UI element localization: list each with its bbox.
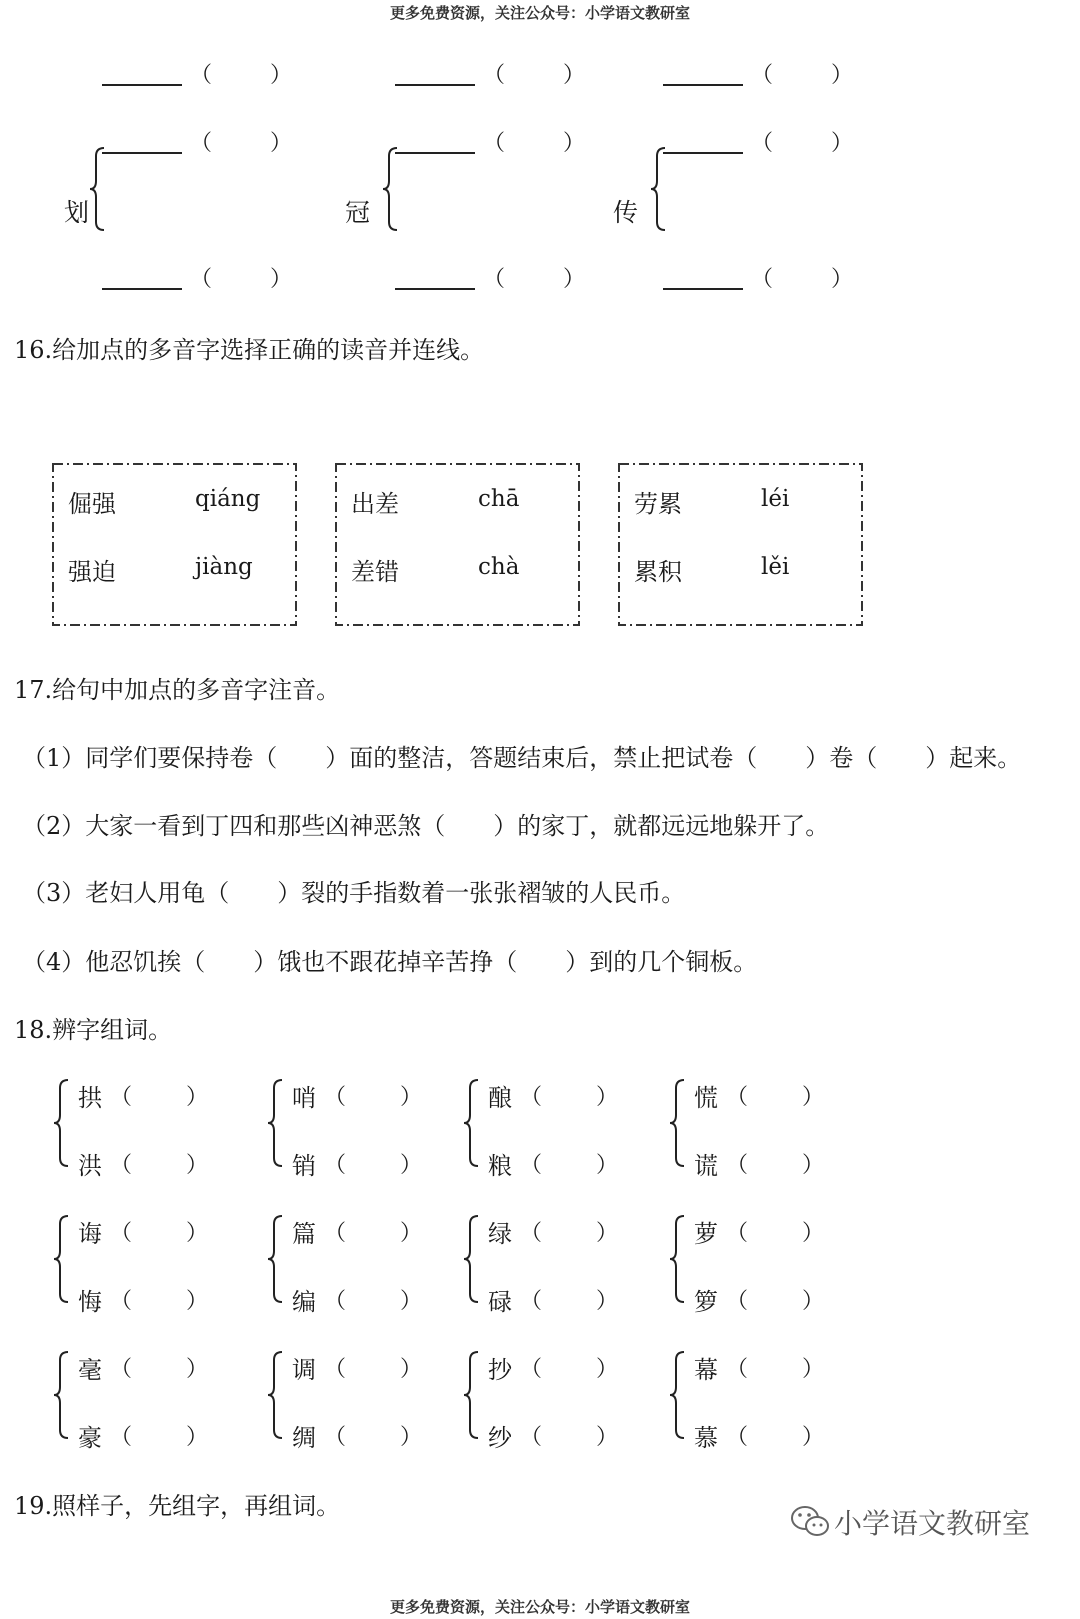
left-paren: （ xyxy=(324,1221,347,1246)
q17-sentence-3: （3）老妇人用龟（ ）裂的手指数着一张张褶皱的人民币。 xyxy=(22,879,686,907)
left-paren: （ xyxy=(483,63,506,88)
pair-char: 绿 xyxy=(488,1220,512,1248)
pair-brace xyxy=(462,1350,482,1440)
left-paren: （ xyxy=(726,1085,749,1110)
left-paren: （ xyxy=(324,1425,347,1450)
pair-char: 慌 xyxy=(694,1084,718,1112)
blank-line xyxy=(395,84,475,86)
right-paren: ） xyxy=(831,63,854,88)
q17-title: 17.给句中加点的多音字注音。 xyxy=(14,676,341,704)
left-paren: （ xyxy=(190,131,213,156)
brace-0 xyxy=(88,146,108,232)
left-paren: （ xyxy=(324,1085,347,1110)
right-paren: ） xyxy=(270,63,293,88)
right-paren: ） xyxy=(596,1425,619,1450)
pair-char: 抄 xyxy=(488,1356,512,1384)
box-pinyin: lěi xyxy=(761,554,790,580)
right-paren: ） xyxy=(831,131,854,156)
right-paren: ） xyxy=(400,1153,423,1178)
right-paren: ） xyxy=(596,1357,619,1382)
pair-char: 慕 xyxy=(694,1424,718,1452)
box-word: 劳累 xyxy=(634,490,682,518)
pair-char: 萝 xyxy=(694,1220,718,1248)
pair-char: 洪 xyxy=(78,1152,102,1180)
left-paren: （ xyxy=(324,1357,347,1382)
right-paren: ） xyxy=(270,267,293,292)
blank-line xyxy=(395,152,475,154)
right-paren: ） xyxy=(831,267,854,292)
left-paren: （ xyxy=(751,131,774,156)
left-paren: （ xyxy=(726,1357,749,1382)
page-footer: 更多免费资源，关注公众号：小学语文教研室 xyxy=(389,1598,690,1616)
left-paren: （ xyxy=(324,1289,347,1314)
blank-line xyxy=(663,152,743,154)
right-paren: ） xyxy=(802,1153,825,1178)
pair-brace xyxy=(52,1214,72,1304)
pair-char: 绸 xyxy=(292,1424,316,1452)
right-paren: ） xyxy=(186,1085,209,1110)
pair-brace xyxy=(668,1350,688,1440)
right-paren: ） xyxy=(400,1357,423,1382)
left-paren: （ xyxy=(520,1221,543,1246)
box-word: 倔强 xyxy=(68,490,116,518)
blank-line xyxy=(663,84,743,86)
pair-char: 酿 xyxy=(488,1084,512,1112)
box-pinyin: qiáng xyxy=(195,486,261,512)
left-paren: （ xyxy=(110,1425,133,1450)
page-header: 更多免费资源，关注公众号：小学语文教研室 xyxy=(389,4,690,22)
q19-title: 19.照样子，先组字，再组词。 xyxy=(14,1492,341,1520)
left-paren: （ xyxy=(726,1153,749,1178)
q17-sentence-1: （1）同学们要保持卷（ ）面的整洁，答题结束后，禁止把试卷（ ）卷（ ）起来。 xyxy=(22,744,1022,772)
left-paren: （ xyxy=(483,267,506,292)
pair-char: 诲 xyxy=(78,1220,102,1248)
box-word: 差错 xyxy=(351,558,399,586)
pair-brace xyxy=(266,1078,286,1168)
left-paren: （ xyxy=(110,1153,133,1178)
pair-brace xyxy=(668,1078,688,1168)
pair-char: 碌 xyxy=(488,1288,512,1316)
left-paren: （ xyxy=(190,267,213,292)
polyphone-char-0: 划 xyxy=(64,198,90,227)
left-paren: （ xyxy=(110,1221,133,1246)
right-paren: ） xyxy=(563,131,586,156)
right-paren: ） xyxy=(802,1221,825,1246)
box-pinyin: chà xyxy=(478,554,520,580)
pair-brace xyxy=(462,1214,482,1304)
right-paren: ） xyxy=(270,131,293,156)
pair-brace xyxy=(52,1350,72,1440)
polyphone-char-1: 冠 xyxy=(345,198,371,227)
pair-char: 纱 xyxy=(488,1424,512,1452)
pair-char: 篇 xyxy=(292,1220,316,1248)
left-paren: （ xyxy=(110,1289,133,1314)
right-paren: ） xyxy=(186,1153,209,1178)
right-paren: ） xyxy=(563,267,586,292)
right-paren: ） xyxy=(186,1357,209,1382)
brace-1 xyxy=(381,146,401,232)
pair-char: 毫 xyxy=(78,1356,102,1384)
right-paren: ） xyxy=(400,1425,423,1450)
wechat-icon xyxy=(790,1504,830,1540)
right-paren: ） xyxy=(596,1153,619,1178)
right-paren: ） xyxy=(596,1289,619,1314)
q17-sentence-2: （2）大家一看到丁四和那些凶神恶煞（ ）的家丁，就都远远地躲开了。 xyxy=(22,812,830,840)
left-paren: （ xyxy=(520,1085,543,1110)
pair-char: 豪 xyxy=(78,1424,102,1452)
right-paren: ） xyxy=(563,63,586,88)
left-paren: （ xyxy=(190,63,213,88)
right-paren: ） xyxy=(596,1221,619,1246)
left-paren: （ xyxy=(520,1289,543,1314)
left-paren: （ xyxy=(726,1289,749,1314)
pair-char: 调 xyxy=(292,1356,316,1384)
right-paren: ） xyxy=(802,1357,825,1382)
right-paren: ） xyxy=(186,1289,209,1314)
pair-char: 哨 xyxy=(292,1084,316,1112)
right-paren: ） xyxy=(186,1425,209,1450)
box-pinyin: jiàng xyxy=(195,554,253,580)
q16-title: 16.给加点的多音字选择正确的读音并连线。 xyxy=(14,336,485,364)
right-paren: ） xyxy=(596,1085,619,1110)
left-paren: （ xyxy=(520,1357,543,1382)
right-paren: ） xyxy=(400,1221,423,1246)
box-word: 累积 xyxy=(634,558,682,586)
blank-line xyxy=(102,84,182,86)
right-paren: ） xyxy=(802,1289,825,1314)
left-paren: （ xyxy=(483,131,506,156)
box-pinyin: léi xyxy=(761,486,790,512)
pair-brace xyxy=(266,1214,286,1304)
right-paren: ） xyxy=(186,1221,209,1246)
right-paren: ） xyxy=(400,1289,423,1314)
pair-char: 编 xyxy=(292,1288,316,1316)
pair-char: 销 xyxy=(292,1152,316,1180)
box-pinyin: chā xyxy=(478,486,520,512)
left-paren: （ xyxy=(726,1221,749,1246)
left-paren: （ xyxy=(324,1153,347,1178)
blank-line xyxy=(395,288,475,290)
brace-2 xyxy=(649,146,669,232)
watermark-text: 小学语文教研室 xyxy=(834,1507,1031,1540)
pair-char: 箩 xyxy=(694,1288,718,1316)
pair-char: 幕 xyxy=(694,1356,718,1384)
right-paren: ） xyxy=(802,1085,825,1110)
q17-sentence-4: （4）他忍饥挨（ ）饿也不跟花掉辛苦挣（ ）到的几个铜板。 xyxy=(22,948,758,976)
box-word: 出差 xyxy=(351,490,399,518)
left-paren: （ xyxy=(520,1425,543,1450)
left-paren: （ xyxy=(520,1153,543,1178)
left-paren: （ xyxy=(751,63,774,88)
pair-brace xyxy=(52,1078,72,1168)
pair-char: 拱 xyxy=(78,1084,102,1112)
polyphone-char-2: 传 xyxy=(613,198,639,227)
blank-line xyxy=(663,288,743,290)
right-paren: ） xyxy=(400,1085,423,1110)
pair-char: 悔 xyxy=(78,1288,102,1316)
left-paren: （ xyxy=(751,267,774,292)
pair-brace xyxy=(266,1350,286,1440)
left-paren: （ xyxy=(110,1085,133,1110)
q18-title: 18.辨字组词。 xyxy=(14,1016,173,1044)
pair-brace xyxy=(668,1214,688,1304)
blank-line xyxy=(102,288,182,290)
left-paren: （ xyxy=(726,1425,749,1450)
right-paren: ） xyxy=(802,1425,825,1450)
blank-line xyxy=(102,152,182,154)
pair-brace xyxy=(462,1078,482,1168)
pair-char: 粮 xyxy=(488,1152,512,1180)
pair-char: 谎 xyxy=(694,1152,718,1180)
box-word: 强迫 xyxy=(68,558,116,586)
left-paren: （ xyxy=(110,1357,133,1382)
